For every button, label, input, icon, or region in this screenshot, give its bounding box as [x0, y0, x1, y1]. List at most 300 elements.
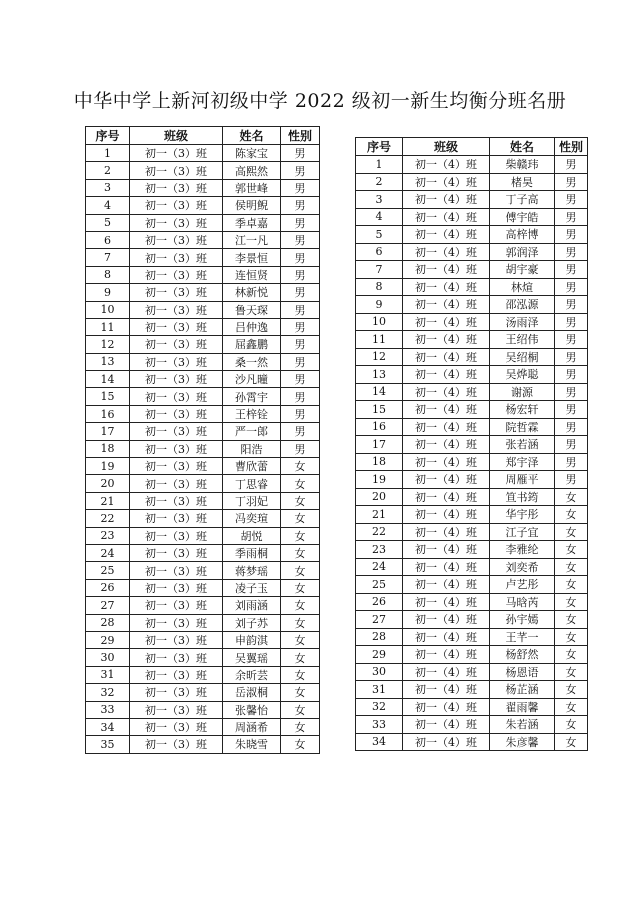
row-index: 12: [86, 336, 130, 353]
table-row: [356, 523, 588, 541]
row-index: 20: [356, 488, 403, 506]
row-index: 3: [356, 191, 403, 209]
row-class: 初一（3）班: [130, 388, 223, 405]
table-row: [356, 576, 588, 594]
row-gender: 男: [555, 348, 588, 366]
table-row: [356, 733, 588, 751]
row-index: 13: [356, 366, 403, 384]
row-class: 初一（4）班: [403, 348, 490, 366]
row-class: 初一（3）班: [130, 197, 223, 214]
page-title: 中华中学上新河初级中学 2022 级初一新生均衡分班名册: [73, 90, 567, 112]
table-row: [356, 296, 588, 314]
row-index: 2: [356, 173, 403, 191]
row-student-name: 季卓嘉: [223, 214, 281, 231]
row-gender: 女: [281, 684, 320, 701]
row-student-name: 凌子玉: [223, 579, 281, 596]
row-index: 14: [356, 383, 403, 401]
table-row: [356, 418, 588, 436]
row-student-name: 张若涵: [490, 436, 555, 454]
header-name: 姓名: [223, 127, 281, 145]
row-student-name: 孙宇嫣: [490, 611, 555, 629]
row-gender: 男: [281, 336, 320, 353]
table-row: [356, 348, 588, 366]
row-student-name: 邵泓源: [490, 296, 555, 314]
table-row: [356, 243, 588, 261]
table-row: [356, 261, 588, 279]
row-student-name: 吴烨聪: [490, 366, 555, 384]
header-index: 序号: [356, 138, 403, 156]
row-index: 16: [356, 418, 403, 436]
row-index: 4: [356, 208, 403, 226]
row-student-name: 杨芷涵: [490, 681, 555, 699]
row-gender: 男: [281, 162, 320, 179]
table-row: [356, 646, 588, 664]
row-student-name: 刘奕希: [490, 558, 555, 576]
row-index: 28: [86, 614, 130, 631]
row-index: 27: [356, 611, 403, 629]
row-class: 初一（4）班: [403, 663, 490, 681]
row-gender: 女: [281, 597, 320, 614]
table-row: [356, 331, 588, 349]
row-gender: 女: [281, 614, 320, 631]
row-class: 初一（3）班: [130, 440, 223, 457]
row-gender: 男: [281, 214, 320, 231]
row-gender: 男: [555, 366, 588, 384]
row-class: 初一（3）班: [130, 562, 223, 579]
row-class: 初一（4）班: [403, 401, 490, 419]
row-student-name: 丁羽妃: [223, 492, 281, 509]
row-student-name: 丁思睿: [223, 475, 281, 492]
row-gender: 男: [281, 388, 320, 405]
row-index: 31: [86, 666, 130, 683]
table-row: [86, 179, 320, 196]
table-row: [356, 156, 588, 174]
table-row: [356, 716, 588, 734]
row-gender: 男: [555, 471, 588, 489]
row-student-name: 杨舒然: [490, 646, 555, 664]
row-student-name: 季雨桐: [223, 544, 281, 561]
row-index: 7: [356, 261, 403, 279]
row-index: 13: [86, 353, 130, 370]
row-gender: 男: [555, 383, 588, 401]
row-index: 30: [356, 663, 403, 681]
table-row: [86, 736, 320, 753]
row-index: 25: [86, 562, 130, 579]
row-gender: 女: [555, 681, 588, 699]
row-index: 9: [356, 296, 403, 314]
row-index: 23: [356, 541, 403, 559]
row-student-name: 刘子苏: [223, 614, 281, 631]
row-gender: 男: [555, 296, 588, 314]
row-gender: 女: [555, 628, 588, 646]
table-header-row: [356, 138, 588, 156]
row-gender: 女: [555, 733, 588, 751]
row-gender: 女: [555, 698, 588, 716]
row-student-name: 吴绍桐: [490, 348, 555, 366]
row-class: 初一（4）班: [403, 173, 490, 191]
row-gender: 男: [555, 173, 588, 191]
row-class: 初一（3）班: [130, 249, 223, 266]
row-class: 初一（4）班: [403, 243, 490, 261]
row-gender: 男: [281, 301, 320, 318]
row-class: 初一（3）班: [130, 666, 223, 683]
row-index: 1: [356, 156, 403, 174]
row-index: 28: [356, 628, 403, 646]
table-row: [86, 701, 320, 718]
row-gender: 男: [555, 278, 588, 296]
row-student-name: 翟雨馨: [490, 698, 555, 716]
row-class: 初一（3）班: [130, 510, 223, 527]
table-row: [86, 510, 320, 527]
row-index: 19: [356, 471, 403, 489]
table-row: [86, 666, 320, 683]
row-gender: 女: [281, 701, 320, 718]
table-row: [356, 313, 588, 331]
table-row: [86, 440, 320, 457]
table-row: [86, 458, 320, 475]
row-student-name: 刘雨涵: [223, 597, 281, 614]
table-row: [356, 611, 588, 629]
row-class: 初一（4）班: [403, 208, 490, 226]
table-row: [356, 541, 588, 559]
row-student-name: 谢源: [490, 383, 555, 401]
row-student-name: 申韵淇: [223, 631, 281, 648]
table-row: [86, 214, 320, 231]
row-student-name: 江子宜: [490, 523, 555, 541]
row-gender: 男: [555, 313, 588, 331]
row-gender: 男: [555, 436, 588, 454]
row-class: 初一（3）班: [130, 179, 223, 196]
row-student-name: 高梓博: [490, 226, 555, 244]
row-gender: 女: [555, 576, 588, 594]
row-index: 35: [86, 736, 130, 753]
row-index: 11: [356, 331, 403, 349]
row-class: 初一（4）班: [403, 576, 490, 594]
row-gender: 男: [281, 440, 320, 457]
row-index: 32: [356, 698, 403, 716]
table-row: [356, 681, 588, 699]
table-row: [86, 527, 320, 544]
row-class: 初一（3）班: [130, 371, 223, 388]
row-class: 初一（3）班: [130, 597, 223, 614]
row-student-name: 侯明鲵: [223, 197, 281, 214]
header-index: 序号: [86, 127, 130, 145]
row-gender: 女: [281, 510, 320, 527]
row-student-name: 柴赣玮: [490, 156, 555, 174]
table-row: [356, 471, 588, 489]
row-student-name: 周雁平: [490, 471, 555, 489]
row-class: 初一（3）班: [130, 579, 223, 596]
table-row: [86, 249, 320, 266]
table-row: [356, 383, 588, 401]
row-index: 20: [86, 475, 130, 492]
table-row: [356, 558, 588, 576]
table-row: [86, 579, 320, 596]
row-student-name: 华宇彤: [490, 506, 555, 524]
table-row: [86, 388, 320, 405]
row-student-name: 李雅纶: [490, 541, 555, 559]
row-student-name: 郭世峰: [223, 179, 281, 196]
row-class: 初一（4）班: [403, 313, 490, 331]
row-index: 18: [356, 453, 403, 471]
row-gender: 男: [281, 371, 320, 388]
table-row: [86, 614, 320, 631]
row-student-name: 岳淑桐: [223, 684, 281, 701]
row-class: 初一（3）班: [130, 631, 223, 648]
row-class: 初一（3）班: [130, 458, 223, 475]
row-class: 初一（4）班: [403, 156, 490, 174]
row-student-name: 王梓铨: [223, 405, 281, 422]
table-row: [356, 208, 588, 226]
row-class: 初一（3）班: [130, 214, 223, 231]
row-gender: 女: [555, 523, 588, 541]
class4-roster-table: [355, 137, 588, 751]
row-gender: 女: [555, 506, 588, 524]
row-class: 初一（4）班: [403, 611, 490, 629]
table-row: [86, 197, 320, 214]
table-row: [86, 597, 320, 614]
row-gender: 女: [555, 663, 588, 681]
row-index: 21: [356, 506, 403, 524]
row-student-name: 王芊一: [490, 628, 555, 646]
row-index: 22: [356, 523, 403, 541]
row-class: 初一（4）班: [403, 366, 490, 384]
table-header-row: [86, 127, 320, 145]
row-index: 26: [86, 579, 130, 596]
row-gender: 女: [555, 488, 588, 506]
table-row: [86, 718, 320, 735]
table-row: [356, 366, 588, 384]
row-index: 22: [86, 510, 130, 527]
row-student-name: 吕仲逸: [223, 318, 281, 335]
row-class: 初一（3）班: [130, 301, 223, 318]
row-index: 33: [356, 716, 403, 734]
table-row: [86, 145, 320, 162]
row-class: 初一（4）班: [403, 698, 490, 716]
row-index: 15: [356, 401, 403, 419]
table-row: [86, 162, 320, 179]
row-class: 初一（3）班: [130, 475, 223, 492]
row-student-name: 胡宇豪: [490, 261, 555, 279]
row-index: 10: [86, 301, 130, 318]
row-student-name: 连恒贤: [223, 266, 281, 283]
row-class: 初一（4）班: [403, 383, 490, 401]
row-class: 初一（4）班: [403, 681, 490, 699]
row-gender: 女: [281, 527, 320, 544]
row-student-name: 楮昊: [490, 173, 555, 191]
header-class: 班级: [403, 138, 490, 156]
row-student-name: 笪书筠: [490, 488, 555, 506]
row-gender: 男: [281, 266, 320, 283]
row-class: 初一（3）班: [130, 423, 223, 440]
row-index: 11: [86, 318, 130, 335]
table-row: [356, 663, 588, 681]
row-class: 初一（4）班: [403, 488, 490, 506]
row-student-name: 汤雨泽: [490, 313, 555, 331]
table-row: [86, 631, 320, 648]
row-index: 1: [86, 145, 130, 162]
row-class: 初一（4）班: [403, 646, 490, 664]
row-student-name: 周涵希: [223, 718, 281, 735]
table-row: [86, 336, 320, 353]
row-gender: 男: [555, 401, 588, 419]
row-class: 初一（4）班: [403, 436, 490, 454]
row-index: 9: [86, 284, 130, 301]
row-class: 初一（4）班: [403, 523, 490, 541]
row-gender: 女: [281, 649, 320, 666]
table-row: [356, 506, 588, 524]
row-class: 初一（4）班: [403, 628, 490, 646]
row-class: 初一（3）班: [130, 266, 223, 283]
row-index: 5: [356, 226, 403, 244]
row-index: 14: [86, 371, 130, 388]
row-class: 初一（3）班: [130, 284, 223, 301]
table-row: [86, 301, 320, 318]
row-class: 初一（4）班: [403, 191, 490, 209]
table-row: [86, 423, 320, 440]
row-gender: 男: [555, 243, 588, 261]
row-index: 16: [86, 405, 130, 422]
row-gender: 女: [555, 646, 588, 664]
row-student-name: 严一郎: [223, 423, 281, 440]
row-student-name: 王绍伟: [490, 331, 555, 349]
row-student-name: 孙霄宇: [223, 388, 281, 405]
row-student-name: 曹欣蕾: [223, 458, 281, 475]
row-gender: 男: [281, 197, 320, 214]
row-gender: 男: [555, 226, 588, 244]
row-gender: 女: [281, 458, 320, 475]
row-index: 34: [86, 718, 130, 735]
row-gender: 女: [281, 492, 320, 509]
row-student-name: 陈家宝: [223, 145, 281, 162]
table-row: [356, 453, 588, 471]
row-index: 6: [86, 231, 130, 248]
row-student-name: 朱若涵: [490, 716, 555, 734]
row-gender: 男: [555, 331, 588, 349]
row-gender: 女: [281, 718, 320, 735]
row-class: 初一（4）班: [403, 418, 490, 436]
row-gender: 男: [281, 405, 320, 422]
row-gender: 男: [281, 179, 320, 196]
row-student-name: 院哲霖: [490, 418, 555, 436]
table-row: [86, 353, 320, 370]
table-row: [356, 698, 588, 716]
table-row: [86, 371, 320, 388]
table-row: [86, 492, 320, 509]
row-student-name: 鲁天琛: [223, 301, 281, 318]
row-gender: 男: [281, 249, 320, 266]
row-student-name: 傅宇皓: [490, 208, 555, 226]
row-index: 5: [86, 214, 130, 231]
row-student-name: 胡悦: [223, 527, 281, 544]
header-name: 姓名: [490, 138, 555, 156]
row-index: 7: [86, 249, 130, 266]
row-gender: 男: [281, 145, 320, 162]
row-class: 初一（3）班: [130, 614, 223, 631]
row-class: 初一（3）班: [130, 527, 223, 544]
row-class: 初一（3）班: [130, 353, 223, 370]
row-index: 24: [356, 558, 403, 576]
row-student-name: 桑一然: [223, 353, 281, 370]
row-index: 24: [86, 544, 130, 561]
row-class: 初一（4）班: [403, 261, 490, 279]
row-student-name: 沙凡曈: [223, 371, 281, 388]
row-student-name: 丁子高: [490, 191, 555, 209]
row-student-name: 张馨怡: [223, 701, 281, 718]
row-gender: 男: [555, 191, 588, 209]
row-index: 18: [86, 440, 130, 457]
row-student-name: 江一凡: [223, 231, 281, 248]
table-row: [356, 191, 588, 209]
row-class: 初一（4）班: [403, 593, 490, 611]
table-row: [356, 401, 588, 419]
row-student-name: 林新悦: [223, 284, 281, 301]
row-class: 初一（4）班: [403, 278, 490, 296]
class4-roster-body: [356, 156, 588, 751]
row-class: 初一（3）班: [130, 684, 223, 701]
row-gender: 女: [281, 562, 320, 579]
row-index: 4: [86, 197, 130, 214]
row-student-name: 屈鑫鹏: [223, 336, 281, 353]
row-class: 初一（3）班: [130, 492, 223, 509]
row-student-name: 郭润泽: [490, 243, 555, 261]
row-index: 8: [356, 278, 403, 296]
row-gender: 女: [555, 558, 588, 576]
row-gender: 男: [281, 423, 320, 440]
class3-roster-table: [85, 126, 320, 754]
row-index: 2: [86, 162, 130, 179]
row-class: 初一（4）班: [403, 558, 490, 576]
row-index: 26: [356, 593, 403, 611]
row-index: 33: [86, 701, 130, 718]
row-student-name: 高熙然: [223, 162, 281, 179]
row-gender: 男: [281, 318, 320, 335]
row-gender: 女: [281, 544, 320, 561]
row-class: 初一（3）班: [130, 231, 223, 248]
row-index: 8: [86, 266, 130, 283]
row-student-name: 李景恒: [223, 249, 281, 266]
row-gender: 女: [281, 475, 320, 492]
row-student-name: 蒋梦瑶: [223, 562, 281, 579]
row-gender: 女: [281, 579, 320, 596]
row-gender: 女: [555, 593, 588, 611]
row-class: 初一（3）班: [130, 701, 223, 718]
row-class: 初一（4）班: [403, 471, 490, 489]
row-student-name: 卢艺彤: [490, 576, 555, 594]
row-index: 12: [356, 348, 403, 366]
row-gender: 男: [281, 284, 320, 301]
row-gender: 女: [281, 666, 320, 683]
row-student-name: 冯奕瑄: [223, 510, 281, 527]
row-class: 初一（3）班: [130, 318, 223, 335]
row-class: 初一（3）班: [130, 649, 223, 666]
row-gender: 女: [281, 631, 320, 648]
table-row: [356, 173, 588, 191]
row-index: 29: [86, 631, 130, 648]
header-gender: 性别: [555, 138, 588, 156]
row-gender: 男: [555, 261, 588, 279]
table-row: [86, 684, 320, 701]
row-index: 25: [356, 576, 403, 594]
row-index: 19: [86, 458, 130, 475]
row-student-name: 余昕芸: [223, 666, 281, 683]
table-row: [356, 436, 588, 454]
header-class: 班级: [130, 127, 223, 145]
row-gender: 男: [281, 231, 320, 248]
row-index: 10: [356, 313, 403, 331]
row-student-name: 阳浩: [223, 440, 281, 457]
row-class: 初一（4）班: [403, 733, 490, 751]
